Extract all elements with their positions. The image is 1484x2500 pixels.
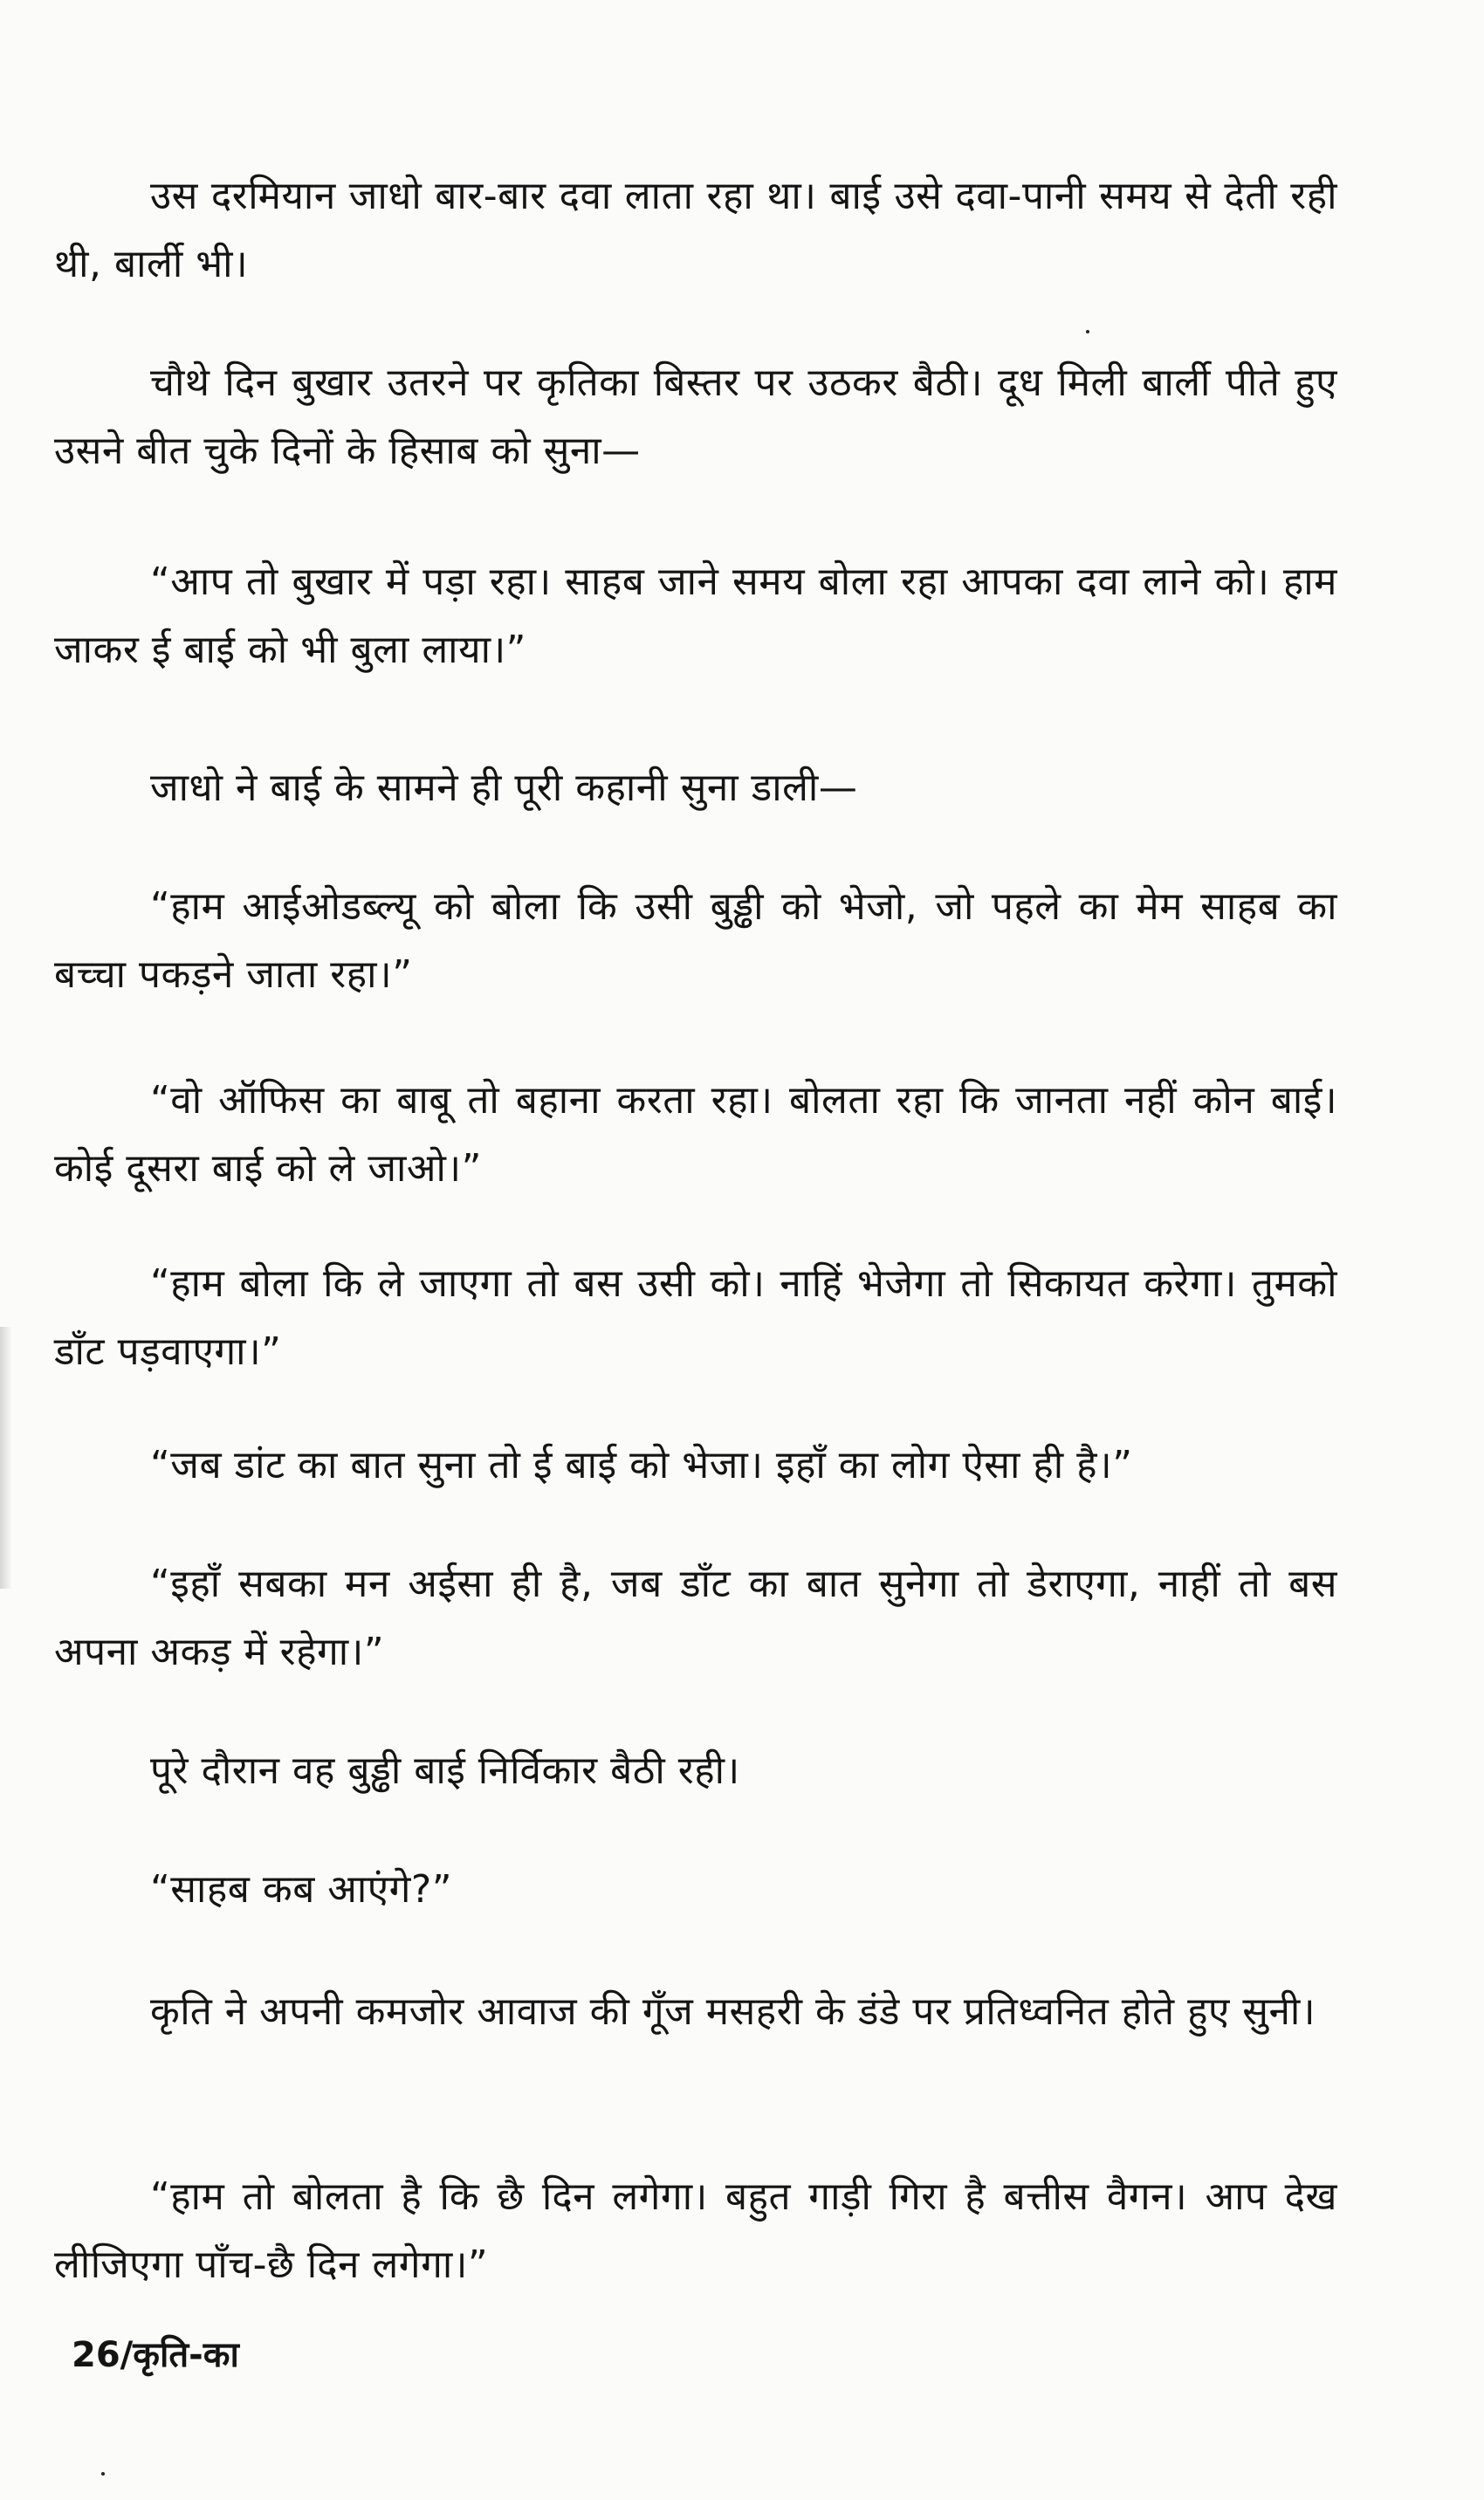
page-edge-shadow [0, 1327, 12, 1589]
speck [1086, 330, 1089, 333]
paragraph-3: “आप तो बुखार में पड़ा रहा। साहब जाने समय बोला रहा आपका दवा लाने को। हाम जाकर ई बाई को भी बुला लाया।” [54, 560, 1337, 672]
paragraph-8: “जब डांट का बात सुना तो ई बाई को भेजा। इहाँ का लोग ऐसा ही है।” [150, 1443, 1133, 1487]
paragraph-13: “हाम तो बोलता है कि छै दिन लगेगा। बहुत गाड़ी गिरा है बत्तीस वैगन। आप देख लीजिएगा पाँच-छै दिन लगेगा।” [54, 2174, 1337, 2287]
paragraph-2: चौथे दिन बुखार उतरने पर कृतिका बिस्तर पर उठकर बैठी। दूध मिली बार्ली पीते हुए उसने बीत चुके दिनों के हिसाब को सुना— [54, 361, 1337, 473]
page-footer: 26/कृति-का [72, 2335, 239, 2375]
paragraph-7: “हाम बोला कि ले जाएगा तो बस उसी को। नाहिं भेजेगा तो सिकायत करेगा। तुमको डाँट पड़वाएगा।” [54, 1261, 1337, 1374]
speck [101, 2472, 105, 2476]
paragraph-9: “इहाँ सबका मन अईसा ही है, जब डाँट का बात सुनेगा तो डेराएगा, नाहीं तो बस अपना अकड़ में रहेगा।” [54, 1562, 1337, 1674]
paragraph-5: “हाम आईओडब्ल्यू को बोला कि उसी बुड्ढी को भेजो, जो पहले का मेम साहब का बच्चा पकड़ने जाता रहा।” [54, 884, 1337, 997]
paragraph-11: “साहब कब आएंगे?” [150, 1867, 453, 1912]
paragraph-4: जाधो ने बाई के सामने ही पूरी कहानी सुना डाली— [150, 766, 858, 810]
paragraph-12: कृति ने अपनी कमजोर आवाज की गूँज मसहरी के डंडे पर प्रतिध्वनित होते हुए सुनी। [150, 1989, 1316, 2034]
paragraph-10: पूरे दौरान वह बुड्ढी बाई निर्विकार बैठी रही। [150, 1748, 740, 1793]
paragraph-1: उस दरमियान जाधो बार-बार दवा लाता रहा था। बाई उसे दवा-पानी समय से देती रही थी, बार्ली भी। [54, 174, 1337, 286]
paragraph-6: “वो ऑफिस का बाबू तो बहाना करता रहा। बोलता रहा कि जानता नहीं कोन बाई। कोई दूसरा बाई को ले जाओ।” [54, 1078, 1337, 1191]
